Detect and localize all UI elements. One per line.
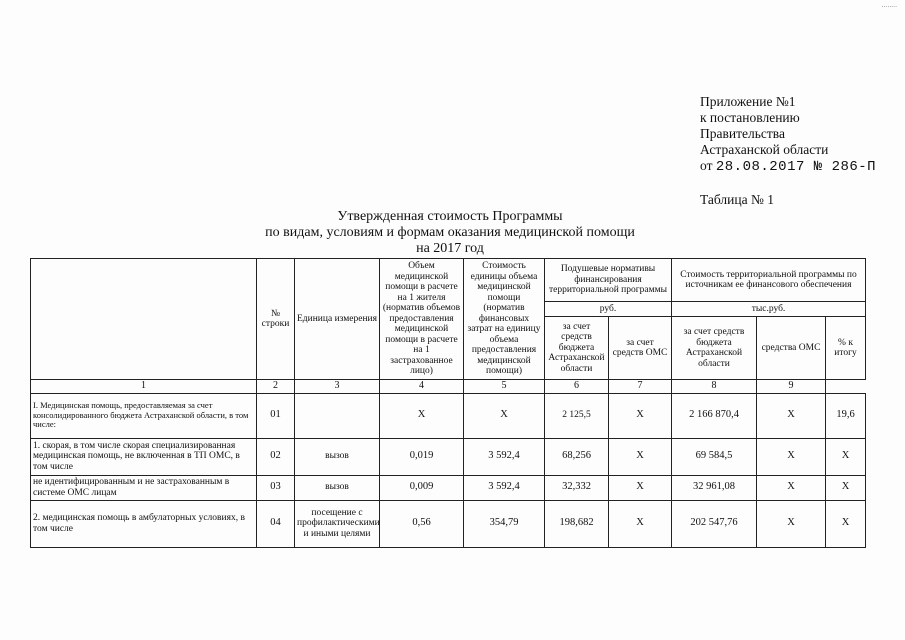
header-oms-rub: за счет средств ОМС (609, 317, 672, 380)
header-row-no: № строки (257, 259, 295, 380)
row-volume: Х (380, 393, 464, 438)
header-percent: % к итогу (826, 317, 866, 380)
row-cost: Х (464, 393, 545, 438)
row-percent: Х (826, 500, 866, 547)
row-oms-thous: Х (757, 500, 826, 547)
row-percent: Х (826, 438, 866, 475)
row-name: 2. медицинская помощь в амбулаторных условиях, в том числе (31, 500, 257, 547)
row-volume: 0,019 (380, 438, 464, 475)
row-budget-thous: 2 166 870,4 (672, 393, 757, 438)
title-line-1: Утвержденная стоимость Программы (337, 209, 563, 224)
row-volume: 0,56 (380, 500, 464, 547)
column-number: 9 (757, 380, 826, 394)
cost-table (30, 258, 866, 548)
table-row (31, 393, 866, 438)
row-cost: 354,79 (464, 500, 545, 547)
appendix-line: Приложение №1 (700, 94, 796, 109)
row-no: 03 (257, 475, 295, 500)
row-budget-rub: 2 125,5 (545, 393, 609, 438)
header-budget-thous: за счет средств бюджета Астраханской области (672, 317, 757, 380)
column-number: 6 (545, 380, 609, 394)
row-percent: 19,6 (826, 393, 866, 438)
row-budget-rub: 198,682 (545, 500, 609, 547)
header-budget-rub: за счет средств бюджета Астраханской области (545, 317, 609, 380)
row-volume: 0,009 (380, 475, 464, 500)
table-number: Таблица № 1 (700, 192, 774, 207)
column-number: 4 (380, 380, 464, 394)
date-stamp: 28.08.2017 № 286-П (715, 159, 877, 175)
row-no: 02 (257, 438, 295, 475)
row-oms-thous: Х (757, 475, 826, 500)
row-unit: вызов (295, 438, 380, 475)
row-budget-rub: 68,256 (545, 438, 609, 475)
header-program-cost: Стоимость территориальной программы по источникам ее финансового обеспечения (672, 259, 866, 302)
table-row (31, 438, 866, 475)
row-name: не идентифицированным и не застрахованным в системе ОМС лицам (31, 475, 257, 500)
row-oms-thous: Х (757, 393, 826, 438)
header-cost-unit: Стоимость единицы объема медицинской помощи (норматив финансовых затрат на единицу объема предоставления медицинской помощи) (464, 259, 545, 380)
header-volume: Объем медицинской помощи в расчете на 1 жителя (норматив объемов предоставления медицинской помощи в расчете на 1 застрахованное лицо) (380, 259, 464, 380)
document-title (150, 209, 750, 257)
header-rub: руб. (545, 302, 672, 317)
title-line-2: по видам, условиям и формам оказания медицинской помощи (265, 225, 635, 240)
column-number: 1 (31, 380, 257, 394)
title-line-3: на 2017 год (416, 241, 484, 256)
appendix-line: Правительства (700, 126, 785, 141)
row-percent: Х (826, 475, 866, 500)
header-oms-thous: средства ОМС (757, 317, 826, 380)
column-number: 3 (295, 380, 380, 394)
row-oms-rub: Х (609, 393, 672, 438)
row-unit (295, 393, 380, 438)
row-no: 04 (257, 500, 295, 547)
appendix-line: Астраханской области (700, 142, 829, 157)
row-budget-thous: 69 584,5 (672, 438, 757, 475)
header-thous-rub: тыс.руб. (672, 302, 866, 317)
table-row (31, 500, 866, 547)
row-unit: посещение с профилактическими и иными целями (295, 500, 380, 547)
column-number-row (31, 380, 866, 394)
appendix-header (700, 94, 876, 175)
table-row (31, 475, 866, 500)
row-budget-rub: 32,332 (545, 475, 609, 500)
column-number: 8 (672, 380, 757, 394)
row-budget-thous: 32 961,08 (672, 475, 757, 500)
corner-mark: ........ (881, 2, 897, 9)
row-name: 1. скорая, в том числе скорая специализированная медицинская помощь, не включенная в ТП ОМС, в том числе (31, 438, 257, 475)
column-number: 2 (257, 380, 295, 394)
row-name: I. Медицинская помощь, предоставляемая за счет консолидированного бюджета Астраханской области, в том числе: (31, 393, 257, 438)
row-oms-rub: Х (609, 500, 672, 547)
column-number: 5 (464, 380, 545, 394)
header-unit: Единица измерения (295, 259, 380, 380)
row-oms-thous: Х (757, 438, 826, 475)
header-row-1 (31, 259, 866, 302)
row-no: 01 (257, 393, 295, 438)
appendix-date (700, 158, 876, 175)
header-name-cell (31, 259, 257, 380)
date-prefix: от (700, 158, 713, 173)
appendix-line: к постановлению (700, 110, 800, 125)
row-cost: 3 592,4 (464, 475, 545, 500)
column-number: 7 (609, 380, 672, 394)
row-oms-rub: Х (609, 475, 672, 500)
row-budget-thous: 202 547,76 (672, 500, 757, 547)
row-oms-rub: Х (609, 438, 672, 475)
row-cost: 3 592,4 (464, 438, 545, 475)
header-per-capita: Подушевые нормативы финансирования территориальной программы (545, 259, 672, 302)
row-unit: вызов (295, 475, 380, 500)
